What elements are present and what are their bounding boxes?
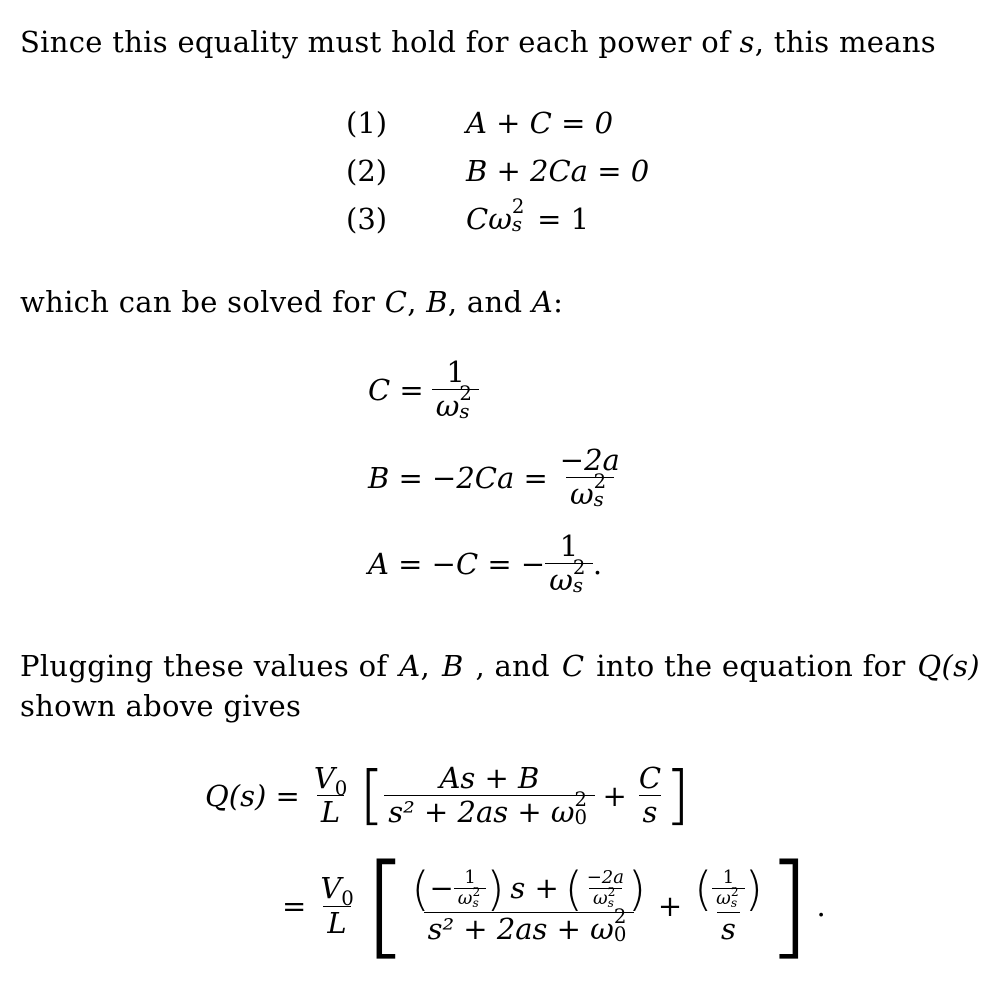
fraction-big-C-over-s: ( 1 ω 2 s ) s [694, 861, 763, 946]
var-A: A [531, 285, 554, 319]
fraction-1-over-omega-a: 1 ω 2 s [545, 530, 593, 598]
eq3-c: C [466, 202, 489, 236]
eq3-subsup: 2 s [511, 195, 525, 236]
paragraph-3-line2: shown above gives [20, 689, 302, 723]
fraction-As-plus-B: As + B s² + 2as + ω 2 0 [384, 762, 594, 830]
var-C: C [384, 285, 408, 319]
right-bracket-large: ] [766, 841, 811, 971]
var-B: B [426, 285, 448, 319]
fraction-V0-over-L: $\frac{V_0}{L}$ [313, 761, 348, 830]
final-equation-line-2: = $\frac{V_0}{L}$ [ ( − 1 ω 2 s ) s + ( −2a ω 2 s ) s² + 2as + ω 2 0 + ( 1 ω 2 s ) s ] . [282, 841, 826, 971]
paragraph-2: which can be solved for C, B, and A: [20, 285, 564, 319]
solution-B: B = −2Ca = −2a ω 2 s [368, 444, 624, 512]
paragraph-1-tail: , this means [754, 25, 936, 59]
equation-3 [466, 195, 590, 236]
final-equation-line-1: Q(s) = $\frac{V_0}{L}$ [ As + B s² + 2as + ω 2 0 + $\frac{C}{s}$ ] [205, 758, 691, 833]
paragraph-1 [20, 22, 936, 62]
paragraph-3 [20, 646, 980, 726]
fraction-1-over-omega: 1 ω 2 s [432, 356, 480, 424]
fraction-big-numerator: ( − 1 ω 2 s ) s + ( −2a ω 2 s ) s² + 2as + ω 2 0 [411, 861, 646, 946]
left-bracket-large: [ [363, 841, 408, 971]
eq3-omega: ω [488, 202, 512, 236]
eq3-rhs: = 1 [537, 202, 590, 236]
equation-2: B + 2Ca = 0 [466, 154, 650, 188]
eq-label-2: (2) [346, 154, 388, 188]
fraction-C-over-s: $\frac{C}{s}$ [638, 761, 662, 830]
left-bracket: [ [359, 758, 385, 833]
variable-s: s [739, 25, 755, 59]
solution-C: C = 1 ω 2 s [368, 356, 479, 424]
paragraph-1-text: Since this equality must hold for each power of [20, 25, 731, 59]
eq-label-1: (1) [346, 106, 388, 140]
solution-A: A = −C = − 1 ω 2 s . [368, 529, 603, 598]
right-bracket: ] [665, 758, 691, 833]
paragraph-3-line1: Plugging these values of A, B , and C into the equation for Q(s) [20, 649, 980, 683]
fraction-V0-over-L-2: $\frac{V_0}{L}$ [320, 871, 354, 940]
equation-1: A + C = 0 [466, 106, 614, 140]
fraction-neg2a-over-omega: −2a ω 2 s [559, 443, 620, 512]
paragraph-2-text: which can be solved for [20, 285, 376, 319]
eq-label-3: (3) [346, 202, 388, 236]
